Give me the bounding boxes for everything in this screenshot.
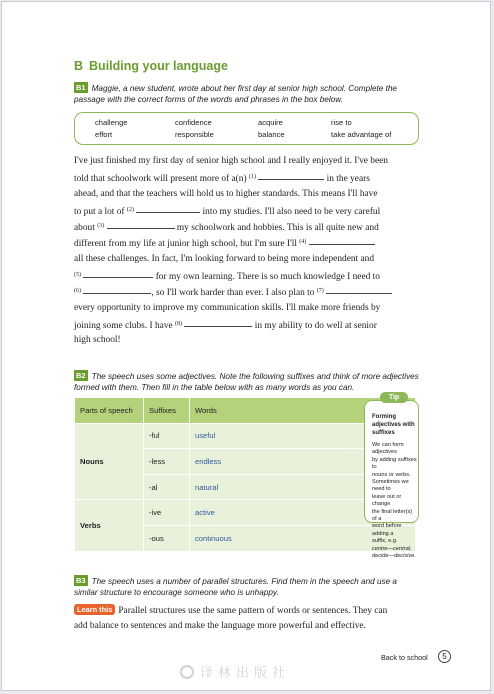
footer-section-name: Back to school xyxy=(381,653,428,662)
section-letter: B xyxy=(74,59,84,73)
passage-text: for my own learning. There is so much knowledge I need to xyxy=(153,272,380,283)
table-word[interactable]: endless xyxy=(190,449,416,475)
tip-line: the final letter(s) of a xyxy=(372,508,413,523)
blank-number: (2) xyxy=(126,206,134,213)
passage-text: joining some clubs. I have xyxy=(74,320,176,331)
passage-line xyxy=(74,169,424,185)
b2-instruction-line2: formed with them. Then fill in the table below with as many words as you can. xyxy=(74,383,355,392)
learn-this-line1 xyxy=(74,604,387,616)
tip-line: nouns or verbs. xyxy=(372,471,411,478)
tip-example: centre—central, xyxy=(372,545,412,552)
learn-this-text: Parallel structures use the same pattern of words or sentences. They can xyxy=(118,606,388,616)
tip-body xyxy=(372,442,418,561)
page-number: 5 xyxy=(438,650,451,663)
word-box-item: responsible xyxy=(175,130,214,139)
passage-text: , so I'll work harder than ever. I also plan to xyxy=(151,288,317,299)
tip-label: Tip xyxy=(380,392,408,403)
blank-number: (4) xyxy=(299,239,307,246)
blank-5[interactable] xyxy=(83,270,153,278)
tip-line: We can form adjectives xyxy=(372,442,404,456)
table-group-nouns: Nouns xyxy=(75,423,144,500)
word-box-item: rise to xyxy=(331,118,352,127)
tip-line: suffix, e.g. xyxy=(372,538,398,545)
b3-instruction-line2: similar structure to encourage someone who is unhappy. xyxy=(74,588,279,597)
passage-text: high school! xyxy=(74,335,121,346)
passage-text: told that schoolwork will present more of a(n) xyxy=(74,174,249,185)
passage-text: into my studies. I'll also need to be very careful xyxy=(200,206,381,217)
publisher-watermark xyxy=(180,662,290,681)
blank-7[interactable] xyxy=(326,286,392,294)
table-group-verbs: Verbs xyxy=(75,500,144,551)
blank-3[interactable] xyxy=(107,221,175,229)
watermark-text: 译林出版社 xyxy=(200,666,291,681)
tip-line: by adding suffixes to xyxy=(372,456,417,471)
blank-number: (5) xyxy=(74,272,81,279)
table-suffix: -ful xyxy=(144,423,190,449)
passage-line xyxy=(74,283,424,299)
tip-line: word before adding a xyxy=(372,523,402,537)
blank-6[interactable] xyxy=(83,286,151,294)
passage-text: all these challenges. In fact, I'm looking forward to being more independent and xyxy=(74,253,375,264)
table-header: Suffixes xyxy=(144,398,190,423)
table-suffix: -ous xyxy=(144,525,190,550)
passage-line xyxy=(74,186,424,202)
blank-8[interactable] xyxy=(184,319,252,327)
passage-text: every opportunity to improve my communication skills. I'll make more friends by xyxy=(74,302,381,313)
word-box-item: balance xyxy=(258,130,285,139)
passage-line xyxy=(74,202,424,218)
word-box-item: acquire xyxy=(258,118,283,127)
b1-instruction-line1: Maggie, a new student, wrote about her first day at senior high school. Complete the xyxy=(91,84,397,93)
blank-2[interactable] xyxy=(136,205,200,213)
table-word[interactable]: useful xyxy=(190,423,416,449)
passage-line xyxy=(74,332,424,348)
passage-text: about xyxy=(74,223,98,234)
learn-this-badge: Learn this xyxy=(74,604,115,615)
passage-line xyxy=(74,267,424,283)
blank-number: (7) xyxy=(316,288,324,295)
blank-number: (8) xyxy=(175,320,183,327)
table-suffix: -al xyxy=(144,474,190,500)
passage-text: different from my life at junior high school, but I'm sure I'll xyxy=(74,239,300,250)
blank-number: (6) xyxy=(74,288,81,295)
blank-number: (3) xyxy=(97,223,105,230)
tip-example: decide—decisive. xyxy=(372,553,416,560)
blank-4[interactable] xyxy=(309,237,375,245)
word-box-item: challenge xyxy=(95,118,128,127)
passage-text: to put a lot of xyxy=(74,206,127,217)
tip-title: Forming adjectives with suffixes xyxy=(372,414,415,436)
section-title-text: Building your language xyxy=(89,59,228,73)
b2-instruction-line1: The speech uses some adjectives. Note the following suffixes and think of more adjectives xyxy=(91,372,419,381)
word-box xyxy=(74,112,419,145)
tip-line: Sometimes we need to xyxy=(372,479,409,493)
table-suffix: -ive xyxy=(144,500,190,526)
passage-line xyxy=(74,251,424,267)
table-word[interactable]: natural xyxy=(190,474,416,500)
learn-this-line2: add balance to sentences and make the language more powerful and effective. xyxy=(74,621,366,631)
word-box-item: take advantage of xyxy=(331,130,392,139)
passage-text: I've just finished my first day of senior high school and I really enjoyed it. I've been xyxy=(74,156,388,166)
passage-line xyxy=(74,316,424,332)
table-header: Words xyxy=(190,398,416,423)
table-suffix: -less xyxy=(144,449,190,475)
b2-badge: B2 xyxy=(76,371,86,380)
table-word[interactable]: active xyxy=(190,500,416,526)
passage-text: in my ability to do well at senior xyxy=(252,320,377,331)
table-header: Parts of speech xyxy=(75,398,144,423)
word-box-item: confidence xyxy=(175,118,212,127)
tip-line: leave out or change xyxy=(372,493,402,508)
b1-instruction-line2: passage with the correct forms of the words and phrases in the box below. xyxy=(74,95,343,104)
b1-instruction xyxy=(74,82,419,105)
textbook-page xyxy=(1,1,491,691)
blank-1[interactable] xyxy=(258,172,324,180)
blank-number: (1) xyxy=(248,174,256,181)
passage xyxy=(74,153,424,349)
b2-instruction xyxy=(74,370,419,393)
passage-text: in the years xyxy=(324,174,370,185)
passage-text: my schoolwork and hobbies. This is all quite new and xyxy=(174,223,379,234)
word-box-item: effort xyxy=(95,130,113,139)
passage-line xyxy=(74,300,424,316)
passage-line xyxy=(74,234,424,250)
passage-line xyxy=(74,153,424,169)
b3-instruction xyxy=(74,575,419,598)
b3-instruction-line1: The speech uses a number of parallel structures. Find them in the speech and use a xyxy=(91,577,397,586)
tip-box xyxy=(364,400,419,560)
table-word[interactable]: continuous xyxy=(190,525,416,550)
passage-text: ahead, and that the teachers will hold us to higher standards. This means I'll have xyxy=(74,188,378,199)
b1-badge: B1 xyxy=(76,83,86,92)
passage-line xyxy=(74,218,424,234)
section-title xyxy=(74,59,228,73)
b3-badge: B3 xyxy=(76,576,86,585)
publisher-logo-icon xyxy=(180,665,194,679)
